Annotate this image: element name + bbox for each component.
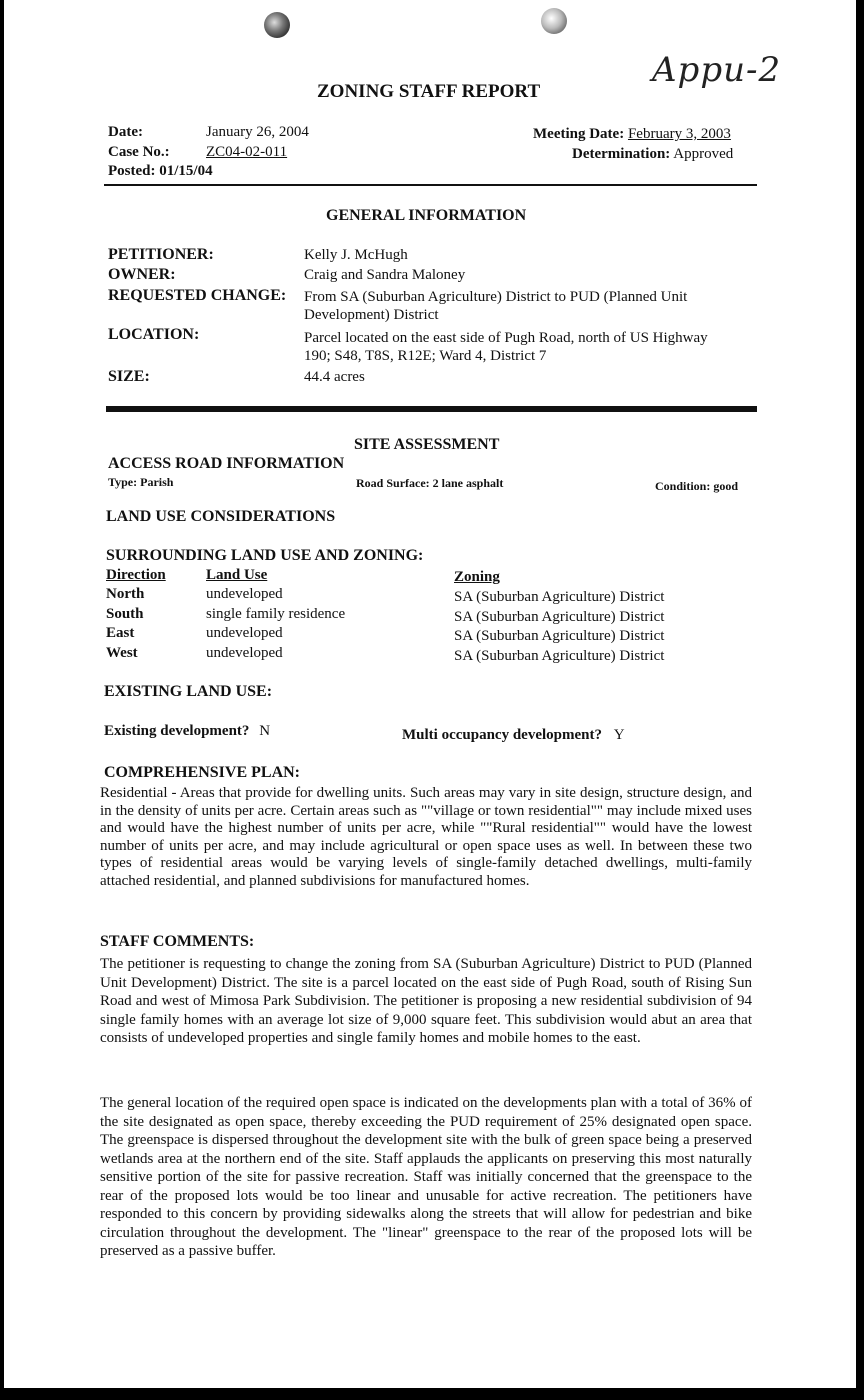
requested-line-2: Development) District <box>304 307 439 323</box>
land-use-heading: LAND USE CONSIDERATIONS <box>106 508 336 525</box>
comprehensive-plan-text: Residential - Areas that provide for dwelling units. Such areas may vary in site design, structure design, and in the density of units per acre. Certain areas such as ""village or town residential"" may include mixed uses and would have the highest number of units per acre, while ""Rural residential"" would have the lowest number of units per acre, and may include agricultural or open space uses as well. In between these two types of residential areas would be varying levels of single-family detached dwellings, multi-family attached residential, and planned subdivisions for manufactured homes. <box>100 785 752 889</box>
determination-label: Determination: <box>572 146 671 162</box>
date-label: Date: <box>108 124 143 140</box>
size-value: 44.4 acres <box>304 369 365 385</box>
multi-value: Y <box>613 727 625 743</box>
size-label: SIZE: <box>108 368 150 385</box>
staff-comments-para-2: The general location of the required open space is indicated on the developments plan with a total of 36% of the site designated as open space, thereby exceeding the PUD requirement of 25% designated open space. The greenspace is dispersed throughout the development site with the bulk of green space being a preserved wetlands area at the northern end of the site. Staff applauds the applicants on preserving this most naturally sensitive portion of the site for passive recreation. Staff was initially concerned that the greenspace to the rear of the proposed lots would be too linear and unusable for active recreation. The petitioners have responded to this concern by providing sidewalks along the streets that will allow for pedestrian and bike circulation throughout the development. The "linear" greenspace to the rear of the proposed lots will be preserved as a passive buffer. <box>100 1095 752 1259</box>
existing-dev-value: N <box>259 723 271 739</box>
header-rule <box>104 184 757 186</box>
meeting-value: February 3, 2003 <box>627 126 731 142</box>
case-value: ZC04-02-011 <box>206 144 288 160</box>
staff-comments-para-1: The petitioner is requesting to change the zoning from SA (Suburban Agriculture) District to PUD (Planned Unit Development) District. The site is a parcel located on the east side of Pugh Road, south of Rising Sun Road and west of Mimosa Park Subdivision. The petitioner is proposing a new residential subdivision of 94 single family homes with an average lot size of 9,000 square feet. This subdivision would abut an area that consists of undeveloped properties and single family homes and mobile homes to the east. <box>100 956 752 1046</box>
meeting-label: Meeting Date: <box>533 126 625 142</box>
staff-comments-heading: STAFF COMMENTS: <box>100 933 255 950</box>
owner-value: Craig and Sandra Maloney <box>304 267 466 283</box>
punch-hole-left <box>264 12 290 38</box>
table-row-zoning: SA (Suburban Agriculture) District <box>454 628 665 644</box>
document-page <box>4 0 856 1388</box>
table-row-zoning: SA (Suburban Agriculture) District <box>454 648 665 664</box>
section-divider <box>106 406 757 412</box>
table-row-direction: North <box>106 586 145 602</box>
surrounding-heading: SURROUNDING LAND USE AND ZONING: <box>106 547 424 564</box>
determination <box>572 146 733 163</box>
road-condition: Condition: good <box>655 479 739 493</box>
punch-hole-right <box>541 8 567 34</box>
location-line-2: 190; S48, T8S, R12E; Ward 4, District 7 <box>304 348 547 364</box>
table-row-zoning: SA (Suburban Agriculture) District <box>454 609 665 625</box>
requested-label: REQUESTED CHANGE: <box>108 287 287 304</box>
date-value: January 26, 2004 <box>206 124 309 140</box>
case-label: Case No.: <box>108 144 170 160</box>
table-row-direction: South <box>106 606 144 622</box>
existing-land-use-heading: EXISTING LAND USE: <box>104 683 273 700</box>
general-info-heading: GENERAL INFORMATION <box>326 207 527 224</box>
location-label: LOCATION: <box>108 326 200 343</box>
multi-label: Multi occupancy development? <box>402 727 602 743</box>
road-type: Type: Parish <box>108 475 174 489</box>
multi-occupancy <box>402 727 625 744</box>
table-row-land-use: undeveloped <box>206 645 283 661</box>
col-land-use: Land Use <box>206 567 268 583</box>
owner-label: OWNER: <box>108 266 176 283</box>
table-row-land-use: single family residence <box>206 606 346 622</box>
col-zoning: Zoning <box>454 569 500 585</box>
road-surface: Road Surface: 2 lane asphalt <box>356 476 504 490</box>
table-row-land-use: undeveloped <box>206 625 283 641</box>
table-row-zoning: SA (Suburban Agriculture) District <box>454 589 665 605</box>
existing-development <box>104 723 270 740</box>
table-row-land-use: undeveloped <box>206 586 283 602</box>
table-row-direction: East <box>106 625 135 641</box>
existing-dev-label: Existing development? <box>104 723 250 739</box>
table-row-direction: West <box>106 645 138 661</box>
meeting-date <box>533 126 731 143</box>
petitioner-value: Kelly J. McHugh <box>304 247 408 263</box>
comprehensive-plan-heading: COMPREHENSIVE PLAN: <box>104 764 301 781</box>
handwritten-note: Appu-2 <box>652 50 782 90</box>
posted-date: Posted: 01/15/04 <box>108 163 213 179</box>
requested-line-1: From SA (Suburban Agriculture) District to PUD (Planned Unit <box>304 289 688 305</box>
col-direction: Direction <box>106 567 166 583</box>
access-road-heading: ACCESS ROAD INFORMATION <box>108 455 345 472</box>
petitioner-label: PETITIONER: <box>108 246 214 263</box>
site-assessment-heading: SITE ASSESSMENT <box>354 436 500 453</box>
determination-value: Approved <box>673 146 734 162</box>
report-title: ZONING STAFF REPORT <box>317 81 541 102</box>
location-line-1: Parcel located on the east side of Pugh Road, north of US Highway <box>304 330 708 346</box>
